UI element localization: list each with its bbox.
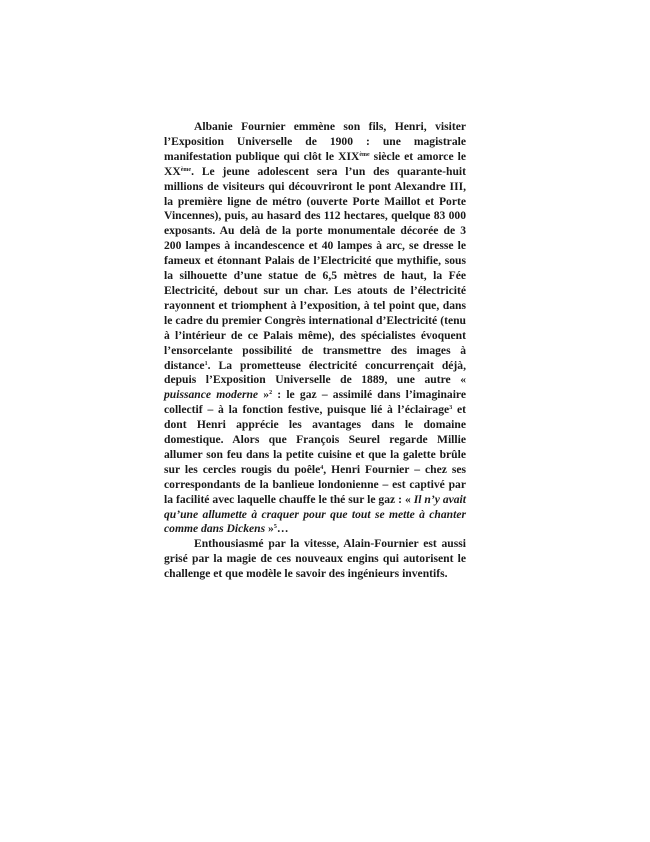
text-run: » <box>265 522 274 536</box>
footnote-ref-2[interactable]: 2 <box>269 390 273 397</box>
text-run: . La prometteuse électricité concurrençait déjà, depuis l’Exposition Universelle de 1889, une autre « <box>164 358 466 387</box>
paragraph-1 <box>164 120 466 537</box>
italic-quote: Il n’y avait qu’une allumette à craquer pour que tout se mette à chanter comme dans Dickens <box>164 492 467 536</box>
paragraph-2: Enthousiasmé par la vitesse, Alain-Fournier est aussi grisé par la magie de ces nouveaux engins qui autorisent le challenge et que modèle le savoir des ingénieurs inventifs. <box>164 537 466 581</box>
text-run: siècle et amorce le XX <box>164 149 466 178</box>
text-run: Albanie Fournier emmène son fils, Henri, visiter l’Exposition Universelle de 1900 : une magistrale manifestation publique qui clôt le XIX <box>164 120 466 163</box>
body-text <box>164 120 466 582</box>
footnote-ref-4[interactable]: 4 <box>320 464 324 471</box>
footnote-ref-5[interactable]: 5 <box>273 524 277 531</box>
text-run: » <box>258 388 270 402</box>
footnote-ref-1[interactable]: 1 <box>204 360 208 367</box>
text-run: et dont Henri apprécie les avantages dans le domaine domestique. Alors que François Seurel regarde Millie allumer son feu dans la petite cuisine et que la galette brûle sur les cercles rougis du poêle <box>164 403 467 476</box>
text-run: , Henri Fournier – chez ses correspondants de la banlieue londonienne – est captivé par la facilité avec laquelle chauffe le thé sur le gaz : « <box>164 462 466 506</box>
italic-quote: puissance moderne <box>164 388 259 402</box>
text-run: … <box>276 522 289 536</box>
text-run: . Le jeune adolescent sera l’un des quarante-huit millions de visiteurs qui découvriront le pont Alexandre III, la première ligne de métro (ouverte Porte Maillot et Porte Vincennes), puis, au hasard des 112 hectares, quelque 83 000 exposants. Au delà de la porte monumentale décorée de 3 200 lampes à incandescence et 40 lampes à arc, se dresse le fameux et étonnant Palais de l’Electricité que mythifie, sous la silhouette d’une statue de 6,5 mètres de haut, la Fée Electricité, debout sur un char. Les atouts de l’électricité rayonnent et triomphent à l’exposition, à tel point que, dans le cadre du premier Congrès international d’Electricité (tenu à l’intérieur de ce Palais même), des spécialistes évoquent l’ensorcelante possibilité de transmettre des images à distance <box>164 164 466 372</box>
superscript: ème <box>180 166 192 173</box>
text-run: : le gaz – assimilé dans l’imaginaire collectif – à la fonction festive, puisque lié à l’éclairage <box>164 388 467 417</box>
footnote-ref-3[interactable]: 3 <box>449 405 453 412</box>
superscript: ème <box>359 151 370 158</box>
